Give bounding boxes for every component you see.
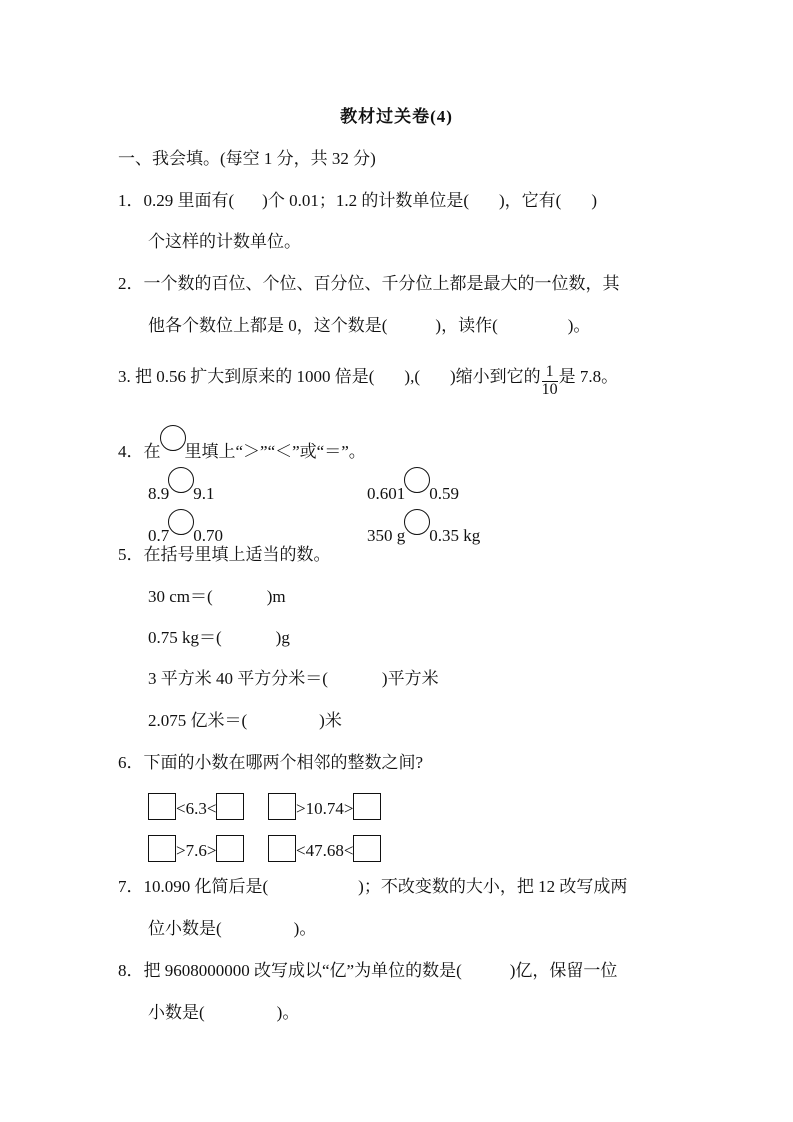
q4-item-4-left: 350 g bbox=[367, 526, 406, 545]
q5-item-3 bbox=[148, 670, 439, 687]
q5-item-1-left: 30 cm＝( bbox=[148, 587, 213, 606]
q5-item-1-right: )m bbox=[266, 587, 286, 606]
q6-item-1-text: <6.3< bbox=[176, 799, 217, 818]
q8-text-a: 8．把 9608000000 改写成以“亿”为单位的数是( bbox=[118, 961, 462, 980]
q6-item-1 bbox=[148, 793, 244, 820]
question-3 bbox=[118, 361, 618, 396]
q5-item-2-left: 0.75 kg＝( bbox=[148, 628, 222, 647]
question-5-prompt: 5．在括号里填上适当的数。 bbox=[118, 545, 331, 564]
q4-item-2 bbox=[367, 467, 459, 502]
q7-text-a: 7．10.090 化简后是( bbox=[118, 877, 269, 896]
q6-item-3-box-left[interactable] bbox=[148, 835, 176, 862]
q4-item-4-circle[interactable] bbox=[404, 509, 430, 535]
question-7-line-1 bbox=[118, 878, 627, 895]
q4-item-4 bbox=[367, 509, 480, 544]
q6-item-3-box-right[interactable] bbox=[216, 835, 244, 862]
q8-text-d: )。 bbox=[276, 1003, 300, 1022]
question-4-prompt bbox=[118, 425, 366, 460]
question-8-line-2 bbox=[148, 1004, 299, 1021]
q8-text-c: 小数是( bbox=[148, 1003, 205, 1022]
q4-item-1-left: 8.9 bbox=[148, 484, 170, 503]
q4-item-2-circle[interactable] bbox=[404, 467, 430, 493]
q5-item-4-left: 2.075 亿米＝( bbox=[148, 711, 248, 730]
q5-item-3-left: 3 平方米 40 平方分米＝( bbox=[148, 669, 328, 688]
q6-item-4-box-right[interactable] bbox=[353, 835, 381, 862]
q3-text-d: 是 7.8。 bbox=[558, 367, 619, 387]
q4-item-2-right: 0.59 bbox=[429, 484, 459, 503]
q1-text-d: ) bbox=[591, 191, 597, 210]
q6-item-3-text: >7.6> bbox=[176, 841, 217, 860]
q6-item-2 bbox=[268, 793, 381, 820]
question-1-line-1 bbox=[118, 192, 597, 209]
q6-item-1-box-right[interactable] bbox=[216, 793, 244, 820]
question-2-line-2 bbox=[148, 317, 590, 334]
circle-placeholder-icon bbox=[160, 425, 186, 451]
fraction-one-tenth bbox=[542, 364, 558, 399]
q6-item-4-text: <47.68< bbox=[296, 841, 354, 860]
q4-text-b: 里填上“＞”“＜”或“＝”。 bbox=[184, 442, 366, 461]
question-1-line-2: 个这样的计数单位。 bbox=[148, 232, 301, 251]
q7-text-c: 位小数是( bbox=[148, 919, 222, 938]
q3-text-c: )缩小到它的 bbox=[450, 367, 541, 387]
q8-text-b: )亿，保留一位 bbox=[509, 961, 618, 980]
q2-text-c: )。 bbox=[567, 316, 591, 335]
q5-item-2-right: )g bbox=[275, 628, 290, 647]
q6-item-2-box-right[interactable] bbox=[353, 793, 381, 820]
q1-text-a: 1．0.29 里面有( bbox=[118, 191, 235, 210]
q7-text-d: )。 bbox=[293, 919, 317, 938]
q5-item-2 bbox=[148, 629, 290, 646]
question-8-line-1 bbox=[118, 962, 617, 979]
q4-item-3 bbox=[148, 509, 223, 544]
q3-text-b: ),( bbox=[404, 367, 420, 387]
question-7-line-2 bbox=[148, 920, 316, 937]
q6-item-1-box-left[interactable] bbox=[148, 793, 176, 820]
q1-text-c: )，它有( bbox=[499, 191, 562, 210]
q4-item-3-circle[interactable] bbox=[168, 509, 194, 535]
q4-item-3-left: 0.7 bbox=[148, 526, 170, 545]
question-2-line-1: 2．一个数的百位、个位、百分位、千分位上都是最大的一位数，其 bbox=[118, 274, 620, 293]
q4-item-2-left: 0.601 bbox=[367, 484, 406, 503]
q6-item-2-text: >10.74> bbox=[296, 799, 354, 818]
page-title: 教材过关卷(4) bbox=[340, 107, 453, 126]
q6-item-4-box-left[interactable] bbox=[268, 835, 296, 862]
q1-text-b: )个 0.01；1.2 的计数单位是( bbox=[262, 191, 469, 210]
q6-item-4 bbox=[268, 835, 381, 862]
q3-text-a: 3. 把 0.56 扩大到原来的 1000 倍是( bbox=[118, 367, 375, 387]
q4-text-a: 4．在 bbox=[118, 442, 161, 461]
q4-item-4-right: 0.35 kg bbox=[429, 526, 481, 545]
fraction-denominator: 10 bbox=[541, 380, 558, 398]
q5-item-1 bbox=[148, 588, 286, 605]
fraction-numerator: 1 bbox=[542, 364, 558, 382]
q5-item-3-right: )平方米 bbox=[381, 669, 439, 688]
q5-item-4-right: )米 bbox=[319, 711, 342, 730]
q4-item-3-right: 0.70 bbox=[193, 526, 223, 545]
q4-item-1 bbox=[148, 467, 215, 502]
q4-item-1-circle[interactable] bbox=[168, 467, 194, 493]
q2-text-a: 他各个数位上都是 0，这个数是( bbox=[148, 316, 388, 335]
q6-item-2-box-left[interactable] bbox=[268, 793, 296, 820]
q7-text-b: )；不改变数的大小，把 12 改写成两 bbox=[358, 877, 628, 896]
question-6-prompt: 6．下面的小数在哪两个相邻的整数之间? bbox=[118, 753, 424, 772]
q5-item-4 bbox=[148, 712, 342, 729]
q2-text-b: )，读作( bbox=[435, 316, 498, 335]
q4-item-1-right: 9.1 bbox=[193, 484, 215, 503]
q6-item-3 bbox=[148, 835, 244, 862]
section-heading: 一、我会填。(每空 1 分，共 32 分) bbox=[118, 149, 376, 168]
